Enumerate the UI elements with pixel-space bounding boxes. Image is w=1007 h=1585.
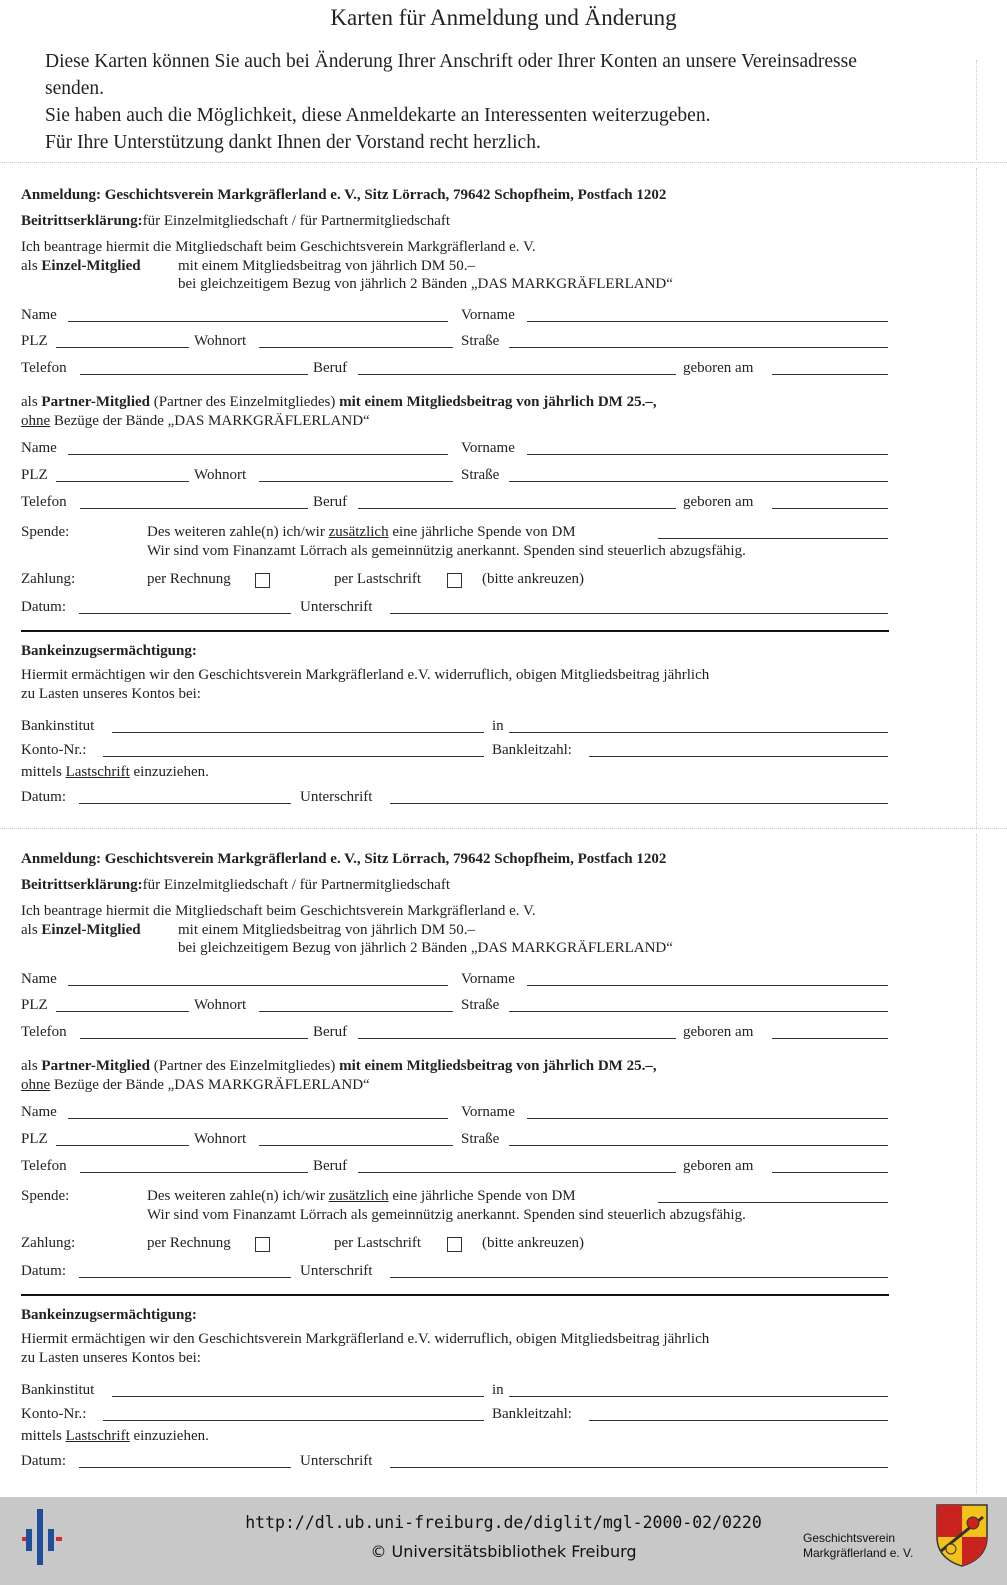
telefon-field[interactable] (80, 374, 308, 375)
bank-text-1: Hiermit ermächtigen wir den Geschichtsverein Markgräflerland e.V. widerruflich, obigen Mitgliedsbeitrag jährlich (21, 1331, 710, 1347)
intro-line-3: Sie haben auch die Möglichkeit, diese Anmeldekarte an Interessenten weiterzugeben. (45, 105, 711, 126)
form-heading: Anmeldung: Geschichtsverein Markgräflerland e. V., Sitz Lörrach, 79642 Schopfheim, Postfach 1202 (21, 851, 667, 867)
rechnung-label: per Rechnung (147, 1235, 231, 1251)
spende-amount-field[interactable] (658, 1202, 888, 1203)
label-datum: Datum: (21, 1263, 66, 1279)
rechnung-checkbox[interactable] (255, 573, 270, 588)
spende-pre: Des weiteren zahle(n) ich/wir (147, 524, 325, 540)
label-vorname: Vorname (461, 307, 515, 323)
label-unterschrift: Unterschrift (300, 789, 373, 805)
telefon-field[interactable] (80, 1038, 308, 1039)
einzel-baende: bei gleichzeitigem Bezug von jährlich 2 Bänden „DAS MARKGRÄFLERLAND“ (178, 940, 673, 956)
partner-paren: (Partner des Einzelmitgliedes) (153, 1058, 336, 1074)
label-geboren: geboren am (683, 360, 754, 376)
wohnort-field[interactable] (259, 1011, 453, 1012)
unterschrift-field[interactable] (390, 1277, 888, 1278)
lastschrift-checkbox[interactable] (447, 573, 462, 588)
einzel-label: Einzel-Mitglied (41, 922, 141, 938)
bank-heading: Bankeinzugsermächtigung: (21, 1307, 197, 1323)
partner-plz-field[interactable] (56, 481, 189, 482)
registration-card (0, 664, 1007, 1469)
spende-note: Wir sind vom Finanzamt Lörrach als gemeinnützig anerkannt. Spenden sind steuerlich abzugsfähig. (147, 1207, 746, 1223)
footer-bar (0, 1497, 1007, 1585)
form-heading: Anmeldung: Geschichtsverein Markgräflerland e. V., Sitz Lörrach, 79642 Schopfheim, Postfach 1202 (21, 187, 667, 203)
label-geboren: geboren am (683, 1024, 754, 1040)
label-bankinstitut: Bankinstitut (21, 718, 95, 734)
partner-line (21, 394, 657, 411)
spende-text (147, 1188, 576, 1205)
plz-field[interactable] (56, 1011, 189, 1012)
footer-url[interactable]: http://dl.ub.uni-freiburg.de/diglit/mgl-2000-02/0220 (245, 1513, 762, 1532)
label-name: Name (21, 1104, 57, 1120)
footer-org (803, 1531, 913, 1561)
partner-strasse-field[interactable] (509, 481, 888, 482)
label-in: in (492, 1382, 504, 1398)
label-geboren: geboren am (683, 1158, 754, 1174)
blz-field[interactable] (589, 1420, 888, 1421)
einzel-label: Einzel-Mitglied (41, 258, 141, 274)
intro-line-4: Für Ihre Unterstützung dankt Ihnen der Vorstand recht herzlich. (45, 132, 541, 153)
label-plz: PLZ (21, 467, 48, 483)
label-datum: Datum: (21, 599, 66, 615)
label-beruf: Beruf (313, 1024, 348, 1040)
beantrage-text: Ich beantrage hiermit die Mitgliedschaft beim Geschichtsverein Markgräflerland e. V. (21, 239, 536, 255)
label-strasse: Straße (461, 333, 500, 349)
label-wohnort: Wohnort (194, 333, 247, 349)
partner-baende: Bezüge der Bände „DAS MARKGRÄFLERLAND“ (53, 1077, 370, 1093)
label-beruf: Beruf (313, 494, 348, 510)
label-strasse: Straße (461, 1131, 500, 1147)
partner-wohnort-field[interactable] (259, 481, 453, 482)
ankreuzen-hint: (bitte ankreuzen) (482, 571, 585, 587)
partner-plz-field[interactable] (56, 1145, 189, 1146)
section-rule (21, 630, 889, 632)
lastschrift-word: Lastschrift (65, 1428, 130, 1444)
datum-field[interactable] (79, 613, 291, 614)
spende-zusaetzlich: zusätzlich (328, 524, 389, 540)
spende-zusaetzlich: zusätzlich (328, 1188, 389, 1204)
label-bankinstitut: Bankinstitut (21, 1382, 95, 1398)
label-blz: Bankleitzahl: (492, 742, 572, 758)
als-word: als (21, 258, 38, 274)
lastschrift-label: per Lastschrift (334, 1235, 422, 1251)
einzel-label-line (21, 922, 141, 939)
einzel-fee: mit einem Mitgliedsbeitrag von jährlich DM 50.– (178, 258, 476, 274)
partner-vorname-field[interactable] (527, 454, 888, 455)
bank-datum-field[interactable] (79, 1467, 291, 1468)
partner-telefon-field[interactable] (80, 508, 308, 509)
label-strasse: Straße (461, 997, 500, 1013)
intro-line-2: senden. (45, 78, 105, 99)
spende-post: eine jährliche Spende von DM (392, 524, 576, 540)
partner-paren: (Partner des Einzelmitgliedes) (153, 394, 336, 410)
spende-amount-field[interactable] (658, 538, 888, 539)
beruf-field[interactable] (358, 1038, 676, 1039)
section-rule (21, 1294, 889, 1296)
org-line-2: Markgräflerland e. V. (803, 1546, 914, 1560)
ankreuzen-hint: (bitte ankreuzen) (482, 1235, 585, 1251)
einzel-label-line (21, 258, 141, 275)
label-name: Name (21, 307, 57, 323)
bank-text-2: zu Lasten unseres Kontos bei: (21, 1350, 201, 1366)
als-word: als (21, 394, 38, 410)
label-plz: PLZ (21, 1131, 48, 1147)
spende-label: Spende: (21, 1188, 70, 1204)
als-word: als (21, 922, 38, 938)
name-field[interactable] (68, 985, 448, 986)
org-line-1: Geschichtsverein (803, 1531, 896, 1545)
label-wohnort: Wohnort (194, 467, 247, 483)
beitritt-text: für Einzelmitgliedschaft / für Partnermitgliedschaft (142, 213, 451, 229)
partner-beruf-field[interactable] (358, 1172, 676, 1173)
partner-name-field[interactable] (68, 454, 448, 455)
label-in: in (492, 718, 504, 734)
strasse-field[interactable] (509, 347, 888, 348)
bank-unterschrift-field[interactable] (390, 1467, 888, 1468)
bank-text-1: Hiermit ermächtigen wir den Geschichtsverein Markgräflerland e.V. widerruflich, obigen Mitgliedsbeitrag jährlich (21, 667, 710, 683)
beitritt-text: für Einzelmitgliedschaft / für Partnermitgliedschaft (142, 877, 451, 893)
spende-text (147, 524, 576, 541)
beitritt-label: Beitrittserklärung: (21, 213, 143, 229)
label-plz: PLZ (21, 333, 48, 349)
partner-line-2 (21, 1077, 370, 1094)
zahlung-label: Zahlung: (21, 571, 76, 587)
label-telefon: Telefon (21, 494, 67, 510)
bank-heading: Bankeinzugsermächtigung: (21, 643, 197, 659)
label-telefon: Telefon (21, 1024, 67, 1040)
footer-copyright: © Universitätsbibliothek Freiburg (370, 1542, 637, 1561)
vorname-field[interactable] (527, 985, 888, 986)
partner-beruf-field[interactable] (358, 508, 676, 509)
plz-field[interactable] (56, 347, 189, 348)
beitritt-label: Beitrittserklärung: (21, 877, 143, 893)
zahlung-label: Zahlung: (21, 1235, 76, 1251)
label-blz: Bankleitzahl: (492, 1406, 572, 1422)
label-datum: Datum: (21, 789, 66, 805)
label-wohnort: Wohnort (194, 1131, 247, 1147)
als-word: als (21, 1058, 38, 1074)
unterschrift-field[interactable] (390, 613, 888, 614)
intro-line-1: Diese Karten können Sie auch bei Änderung Ihrer Anschrift oder Ihrer Konten an unsere Vereinsadresse (45, 51, 857, 72)
einzel-fee: mit einem Mitgliedsbeitrag von jährlich DM 50.– (178, 922, 476, 938)
label-datum: Datum: (21, 1453, 66, 1469)
bankinstitut-field[interactable] (112, 1396, 484, 1397)
card-2-container (0, 664, 1007, 1494)
strasse-field[interactable] (509, 1011, 888, 1012)
label-beruf: Beruf (313, 1158, 348, 1174)
mittels-word: mittels (21, 1428, 62, 1444)
vorname-field[interactable] (527, 321, 888, 322)
beruf-field[interactable] (358, 374, 676, 375)
einzel-baende: bei gleichzeitigem Bezug von jährlich 2 Bänden „DAS MARKGRÄFLERLAND“ (178, 276, 673, 292)
label-konto: Konto-Nr.: (21, 742, 87, 758)
partner-geboren-field[interactable] (772, 1172, 888, 1173)
name-field[interactable] (68, 321, 448, 322)
coat-of-arms-icon (935, 1503, 989, 1567)
ohne-word: ohne (21, 413, 51, 429)
einzuziehen-word: einzuziehen. (133, 1428, 209, 1444)
label-name: Name (21, 440, 57, 456)
mittels-word: mittels (21, 764, 62, 780)
partner-label: Partner-Mitglied (41, 394, 150, 410)
partner-line-2 (21, 413, 370, 430)
partner-fee: mit einem Mitgliedsbeitrag von jährlich DM 25.–, (339, 1058, 657, 1074)
spende-pre: Des weiteren zahle(n) ich/wir (147, 1188, 325, 1204)
label-vorname: Vorname (461, 1104, 515, 1120)
lastschrift-word: Lastschrift (65, 764, 130, 780)
label-vorname: Vorname (461, 440, 515, 456)
konto-field[interactable] (103, 1420, 484, 1421)
page-title: Karten für Anmeldung und Änderung (330, 5, 677, 30)
spende-label: Spende: (21, 524, 70, 540)
spende-note: Wir sind vom Finanzamt Lörrach als gemeinnützig anerkannt. Spenden sind steuerlich abzugsfähig. (147, 543, 746, 559)
partner-line (21, 1058, 657, 1075)
label-unterschrift: Unterschrift (300, 599, 373, 615)
ohne-word: ohne (21, 1077, 51, 1093)
beitritt-line (21, 877, 450, 894)
partner-strasse-field[interactable] (509, 1145, 888, 1146)
label-telefon: Telefon (21, 1158, 67, 1174)
rechnung-checkbox[interactable] (255, 1237, 270, 1252)
partner-telefon-field[interactable] (80, 1172, 308, 1173)
label-telefon: Telefon (21, 360, 67, 376)
bank-text-2: zu Lasten unseres Kontos bei: (21, 686, 201, 702)
label-wohnort: Wohnort (194, 997, 247, 1013)
beantrage-text: Ich beantrage hiermit die Mitgliedschaft beim Geschichtsverein Markgräflerland e. V. (21, 903, 536, 919)
partner-vorname-field[interactable] (527, 1118, 888, 1119)
geboren-field[interactable] (772, 374, 888, 375)
label-unterschrift: Unterschrift (300, 1263, 373, 1279)
partner-wohnort-field[interactable] (259, 1145, 453, 1146)
mittels-line (21, 1428, 209, 1445)
wohnort-field[interactable] (259, 347, 453, 348)
label-name: Name (21, 971, 57, 987)
partner-fee: mit einem Mitgliedsbeitrag von jährlich DM 25.–, (339, 394, 657, 410)
partner-name-field[interactable] (68, 1118, 448, 1119)
rechnung-label: per Rechnung (147, 571, 231, 587)
lastschrift-label: per Lastschrift (334, 571, 422, 587)
label-strasse: Straße (461, 467, 500, 483)
partner-geboren-field[interactable] (772, 508, 888, 509)
partner-baende: Bezüge der Bände „DAS MARKGRÄFLERLAND“ (53, 413, 370, 429)
partner-label: Partner-Mitglied (41, 1058, 150, 1074)
einzuziehen-word: einzuziehen. (133, 764, 209, 780)
datum-field[interactable] (79, 1277, 291, 1278)
label-beruf: Beruf (313, 360, 348, 376)
geboren-field[interactable] (772, 1038, 888, 1039)
label-konto: Konto-Nr.: (21, 1406, 87, 1422)
label-vorname: Vorname (461, 971, 515, 987)
label-plz: PLZ (21, 997, 48, 1013)
label-unterschrift: Unterschrift (300, 1453, 373, 1469)
lastschrift-checkbox[interactable] (447, 1237, 462, 1252)
beitritt-line (21, 213, 450, 230)
spende-post: eine jährliche Spende von DM (392, 1188, 576, 1204)
label-geboren: geboren am (683, 494, 754, 510)
bank-ort-field[interactable] (509, 1396, 888, 1397)
